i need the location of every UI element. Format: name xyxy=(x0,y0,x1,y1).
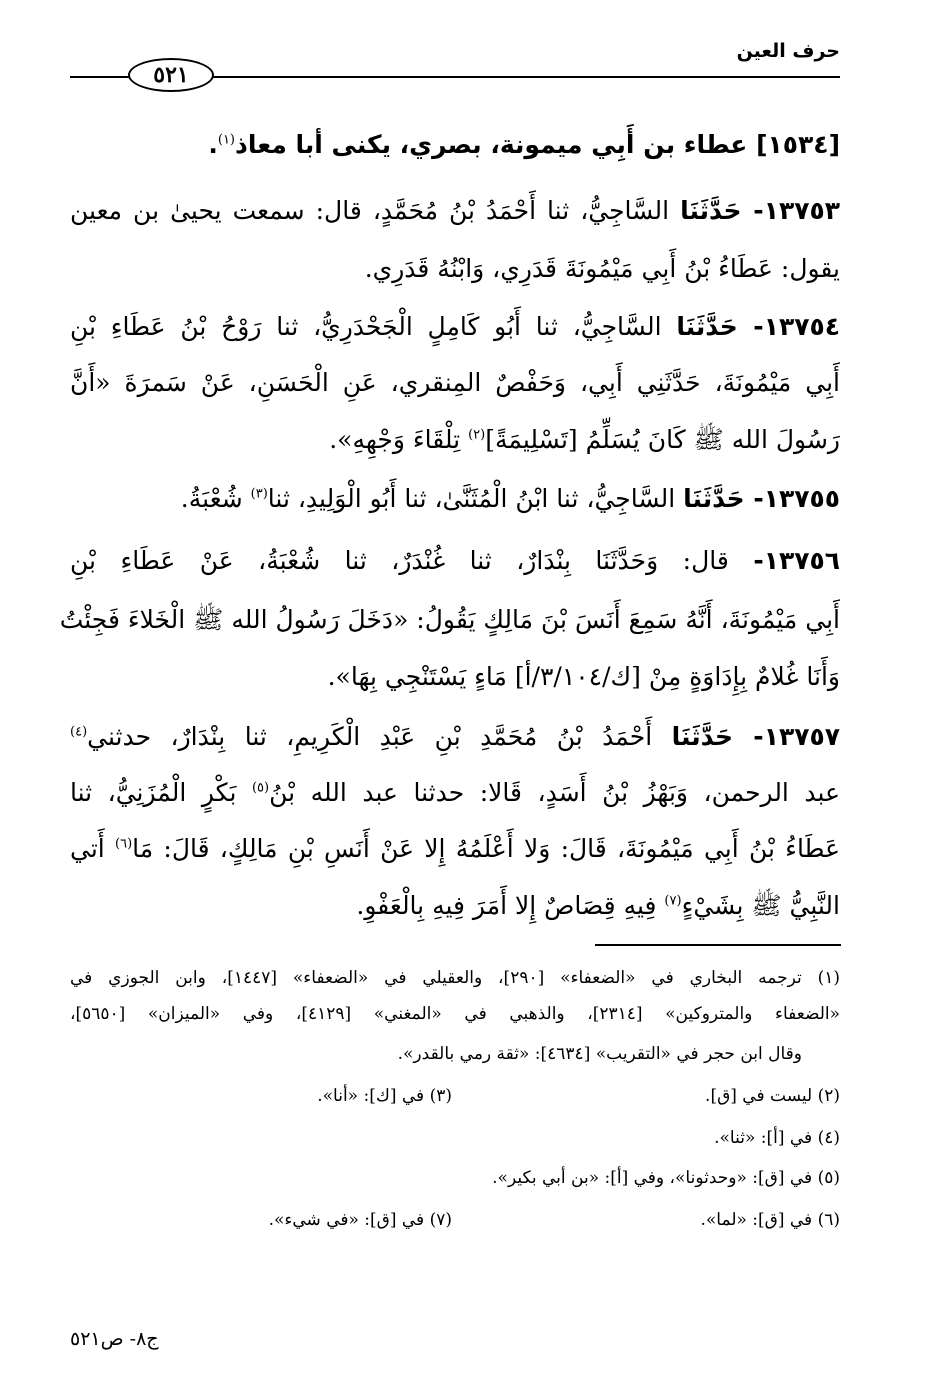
hadith-text: بَكْرٍ الْمُزَنِيُّ، ثنا xyxy=(70,778,252,807)
footnote-4: (٤) في [أ]: «ثنا». xyxy=(714,1128,840,1148)
footnote-6: (٦) في [ق]: «لما». xyxy=(700,1210,840,1230)
hadith-number: ١٣٧٥٥- حَدَّثَنَا xyxy=(683,484,840,513)
footnote-marker: (٤) xyxy=(70,724,88,740)
hadith-text: أَبِي مَيْمُونَةَ، أَنَّهُ سَمِعَ أَنَسَ بْنَ مَالِكٍ يَقُولُ: «دَخَلَ رَسُولُ الله ﷺ الْخَلاءَ فَجِئْتُ xyxy=(59,605,840,634)
hadith-number: ١٣٧٥٦- xyxy=(753,546,840,575)
footnote-1-line-3: وقال ابن حجر في «التقريب» [٤٦٣٤]: «ثقة رمي بالقدر». xyxy=(397,1044,802,1064)
footnote-separator xyxy=(595,944,841,946)
hadith-line xyxy=(70,368,840,397)
footnote-marker: (٢) xyxy=(468,427,486,443)
hadith-text: رَسُولَ الله ﷺ كَانَ يُسَلِّمُ [تَسْلِيمَةً] xyxy=(485,425,840,454)
hadith-line xyxy=(70,546,840,575)
header-rule-left xyxy=(70,76,130,78)
hadith-line xyxy=(70,722,840,751)
hadith-line xyxy=(70,424,840,461)
footnote-7: (٧) في [ق]: «في شيء». xyxy=(268,1210,452,1230)
footnote-3: (٣) في [ك]: «أنا». xyxy=(317,1086,452,1106)
hadith-text: شُعْبَةُ. xyxy=(180,484,251,513)
footnote-1-line-1: (١) ترجمه البخاري في «الضعفاء» [٢٩٠]، والعقيلي في «الضعفاء» [١٤٤٧]، وابن الجوزي في xyxy=(70,968,841,988)
hadith-line xyxy=(70,662,840,691)
footnote-marker: (٥) xyxy=(251,780,270,796)
entry-heading-end: . xyxy=(208,130,218,159)
hadith-line xyxy=(59,604,840,641)
hadith-line xyxy=(70,834,840,863)
hadith-line xyxy=(70,778,840,807)
chapter-title: حرف العين xyxy=(736,40,840,62)
hadith-text: السَّاجِيُّ، ثنا ابْنُ الْمُثَنَّىٰ، ثنا أَبُو الْوَلِيدِ، ثنا xyxy=(267,484,684,513)
footnote-1-line-2: «الضعفاء والمتروكين» [٢٣١٤]، والذهبي في «المغني» [٤١٢٩]، وفي «الميزان» [٥٦٥٠]، xyxy=(70,1004,841,1024)
hadith-text: فِيهِ قِصَاصٌ إِلا أَمَرَ فِيهِ بِالْعَفْوِ. xyxy=(356,891,665,920)
hadith-number: ١٣٧٥٧- حَدَّثَنَا xyxy=(671,722,840,751)
hadith-line xyxy=(70,484,840,513)
footnote-marker: (٣) xyxy=(250,486,268,502)
hadith-text: عبد الرحمن، وَبَهْزُ بْنُ أَسَدٍ، قَالا: حدثنا عبد الله بْنُ xyxy=(269,778,840,807)
hadith-number: ١٣٧٥٣- حَدَّثَنَا xyxy=(680,196,840,225)
hadith-text: قال: وَحَدَّثَنَا بِنْدَارٌ، ثنا غُنْدَرٌ، ثنا شُعْبَةُ، عَنْ عَطَاءِ بْنِ xyxy=(70,546,754,575)
hadith-text: السَّاجِيُّ، ثنا أَحْمَدُ بْنُ مُحَمَّدٍ، قال: سمعت يحيىٰ بن معين xyxy=(70,196,681,225)
hadith-line xyxy=(70,196,840,225)
footnote-marker: (٦) xyxy=(115,836,133,852)
footnote-marker: (١) xyxy=(217,132,235,148)
hadith-text: أَحْمَدُ بْنُ مُحَمَّدِ بْنِ عَبْدِ الْكَرِيمِ، ثنا بِنْدَارٌ، حدثني xyxy=(87,722,672,751)
hadith-line xyxy=(70,254,840,283)
footnote-2: (٢) ليست في [ق]. xyxy=(705,1086,840,1106)
hadith-text: عَطَاءُ بْنُ أَبِي مَيْمُونَةَ، قَالَ: وَلا أَعْلَمُهُ إِلا عَنْ أَنَسِ بْنِ مَالِكٍ، قَالَ: مَا xyxy=(132,834,840,863)
hadith-text: يقول: عَطَاءُ بْنُ أَبِي مَيْمُونَةَ قَدَرِي، وَابْنُهُ قَدَرِي. xyxy=(364,254,840,283)
hadith-line xyxy=(70,312,840,341)
hadith-text: أَتي xyxy=(70,834,115,863)
hadith-text: النَّبِيُّ ﷺ بِشَيْءٍ xyxy=(681,891,840,920)
hadith-text: أَبِي مَيْمُونَةَ، حَدَّثَنِي أَبِي، وَحَفْصٌ المِنقري، عَنِ الْحَسَنِ، عَنْ سَمرَةَ «أَنَّ xyxy=(70,368,840,397)
page-number: ٥٢١ xyxy=(128,58,214,92)
hadith-text: تِلْقَاءَ وَجْهِهِ». xyxy=(329,425,469,454)
entry-heading-text: [١٥٣٤] عطاء بن أَبِي ميمونة، بصري، يكنى أبا معاذ xyxy=(235,130,840,159)
hadith-text: وَأَنَا غُلامٌ بِإِدَاوَةٍ مِنْ [ك/٣/١٠٤/أ] مَاءٍ يَسْتَنْجِي بِهَا». xyxy=(327,662,840,691)
footnote-5: (٥) في [ق]: «وحدثونا»، وفي [أ]: «بن أبي بكير». xyxy=(492,1168,840,1188)
hadith-line xyxy=(70,890,840,927)
entry-heading xyxy=(70,130,840,159)
header-rule-right xyxy=(212,76,840,78)
bottom-page-reference: ج٨- ص٥٢١ xyxy=(70,1328,159,1350)
footnote-marker: (٧) xyxy=(664,893,682,909)
hadith-text: السَّاجِيُّ، ثنا أَبُو كَامِلٍ الْجَحْدَرِيُّ، ثنا رَوْحُ بْنُ عَطَاءِ بْنِ xyxy=(70,312,677,341)
hadith-number: ١٣٧٥٤- حَدَّثَنَا xyxy=(676,312,840,341)
